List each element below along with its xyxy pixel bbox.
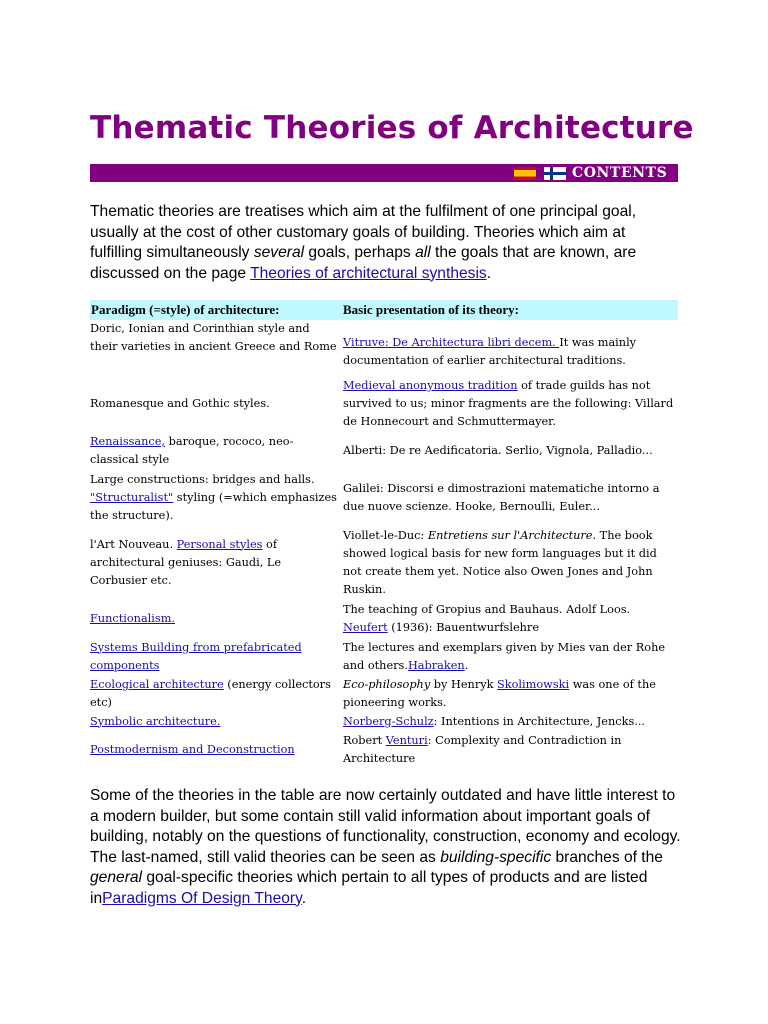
paradigm-cell bbox=[90, 470, 343, 525]
vitruve-link[interactable]: Vitruve: De Architectura libri decem. bbox=[343, 336, 560, 349]
theory-text: by Henryk bbox=[430, 677, 498, 691]
theory-text: (1936): Bauentwurfslehre bbox=[387, 621, 540, 634]
intro-text-2: goals, perhaps bbox=[304, 244, 416, 261]
paradigms-design-theory-link[interactable]: Paradigms Of Design Theory bbox=[102, 889, 302, 907]
theory-cell bbox=[343, 600, 678, 638]
paradigm-text: styling (=which emphasizes the structure). bbox=[90, 490, 337, 522]
paradigm-text: of architectural geniuses: Gaudi, Le Corbusier etc. bbox=[90, 537, 282, 587]
theory-text: It was mainly documentation of earlier architectural traditions. bbox=[343, 336, 637, 367]
theory-text: The teaching of Gropius and Bauhaus. Adolf Loos. bbox=[343, 603, 631, 616]
contents-link[interactable]: CONTENTS bbox=[572, 165, 668, 181]
synthesis-link[interactable]: Theories of architectural synthesis bbox=[250, 264, 487, 282]
outro-text-4: . bbox=[301, 889, 307, 907]
intro-emphasis-several: several bbox=[253, 244, 305, 261]
theory-text: Galilei: Discorsi e dimostrazioni matematiche intorno a due nuove scienze. Hooke, Bernoulli, Euler... bbox=[343, 481, 660, 513]
renaissance-link[interactable]: Renaissance, bbox=[90, 435, 166, 448]
theory-text: : Intentions in Architecture, Jencks... bbox=[433, 714, 646, 728]
theory-cell bbox=[343, 470, 678, 525]
theory-text: of trade guilds has not survived to us; minor fragments are the following: Villard de Honnecourt and Schmuttermayer. bbox=[343, 379, 674, 428]
venturi-link[interactable]: Venturi bbox=[385, 733, 428, 747]
neufert-link[interactable]: Neufert bbox=[343, 621, 388, 634]
theory-text: was one of the pioneering works. bbox=[343, 677, 656, 709]
theory-cell bbox=[343, 376, 678, 432]
paradigm-text: l'Art Nouveau. bbox=[90, 537, 177, 551]
outro-emphasis-building-specific: building-specific bbox=[440, 848, 552, 866]
personal-styles-link[interactable]: Personal styles bbox=[176, 537, 263, 551]
table-row bbox=[90, 731, 678, 768]
theory-text: . bbox=[464, 658, 469, 672]
intro-text-3: the goals that are known, are discussed on the page bbox=[90, 244, 637, 282]
skolimowski-link[interactable]: Skolimowski bbox=[497, 677, 570, 691]
table-row bbox=[90, 320, 678, 376]
spanish-flag-icon[interactable] bbox=[514, 167, 536, 180]
theories-table bbox=[90, 300, 678, 768]
table-header bbox=[90, 300, 678, 320]
paradigm-text: (energy collectors etc) bbox=[90, 677, 331, 709]
theory-cell bbox=[343, 675, 678, 712]
intro-text-1: Thematic theories are treatises which aim at the fulfilment of one principal goal, usually at the cost of other customary goals of building. Theories which aim at fulfilling simultaneously bbox=[90, 203, 637, 261]
habraken-link[interactable]: Habraken bbox=[407, 658, 465, 672]
outro-text-3: goal-specific theories which pertain to all types of products and are listed in bbox=[90, 869, 648, 907]
paradigm-text: Doric, Ionian and Corinthian style and their varieties in ancient Greece and Rome bbox=[90, 322, 337, 353]
postmodernism-link[interactable]: Postmodernism and Deconstruction bbox=[90, 742, 295, 756]
paradigm-cell bbox=[90, 638, 343, 675]
theory-cell bbox=[343, 525, 678, 600]
norberg-schulz-link[interactable]: Norberg-Schulz bbox=[343, 714, 434, 728]
paradigm-cell bbox=[90, 600, 343, 638]
theory-text: : Complexity and Contradiction in Architecture bbox=[343, 733, 622, 765]
paradigm-cell bbox=[90, 675, 343, 712]
table-row bbox=[90, 376, 678, 432]
paradigm-cell bbox=[90, 376, 343, 432]
theory-cell bbox=[343, 638, 678, 675]
symbolic-architecture-link[interactable]: Symbolic architecture. bbox=[90, 714, 221, 728]
intro-text-4: . bbox=[486, 264, 492, 282]
paradigm-cell bbox=[90, 525, 343, 600]
structuralist-link[interactable]: "Structuralist" bbox=[90, 490, 174, 504]
intro-emphasis-all: all bbox=[415, 244, 431, 261]
theory-text: The book showed logical basis for new form languages but it did not create them yet. Notice also Owen Jones and John Ruskin. bbox=[343, 528, 657, 596]
intro-paragraph bbox=[90, 202, 680, 284]
theory-text: The lectures and exemplars given by Mies van der Rohe and others. bbox=[343, 640, 666, 672]
paradigm-text: Romanesque and Gothic styles. bbox=[90, 397, 270, 410]
closing-paragraph bbox=[90, 786, 682, 909]
paradigm-cell bbox=[90, 432, 343, 470]
theory-text: Viollet-le-Duc: bbox=[343, 528, 428, 542]
table-row bbox=[90, 712, 678, 731]
table-row bbox=[90, 470, 678, 525]
theory-cell bbox=[343, 731, 678, 768]
table-row bbox=[90, 638, 678, 675]
table-row bbox=[90, 525, 678, 600]
systems-building-link[interactable]: Systems Building from prefabricated components bbox=[90, 640, 302, 672]
table-row bbox=[90, 432, 678, 470]
page-title: Thematic Theories of Architecture bbox=[90, 110, 694, 146]
table-row bbox=[90, 675, 678, 712]
eco-philosophy-title: Eco-philosophy bbox=[343, 677, 431, 691]
medieval-tradition-link[interactable]: Medieval anonymous tradition bbox=[343, 379, 518, 392]
paradigm-text: Large constructions: bridges and halls. bbox=[90, 472, 315, 486]
outro-text-2: branches of the bbox=[551, 848, 663, 866]
paradigm-cell bbox=[90, 712, 343, 731]
theory-text: Alberti: De re Aedificatoria. Serlio, Vignola, Palladio... bbox=[343, 444, 653, 457]
outro-emphasis-general: general bbox=[90, 869, 143, 886]
table-row bbox=[90, 600, 678, 638]
ecological-architecture-link[interactable]: Ecological architecture bbox=[90, 677, 224, 691]
paradigm-cell bbox=[90, 320, 343, 376]
theory-cell bbox=[343, 432, 678, 470]
theory-text: Robert bbox=[343, 733, 386, 747]
outro-text-1: Some of the theories in the table are now certainly outdated and have little interest to a modern builder, but some contain still valid information about important goals of building, notably on the questions of functionality, construction, economy and ecology. The last-named, still valid theories can be seen as bbox=[90, 787, 681, 866]
header-paradigm: Paradigm (=style) of architecture: bbox=[91, 302, 280, 317]
paradigm-cell bbox=[90, 731, 343, 768]
header-theory: Basic presentation of its theory: bbox=[343, 302, 519, 317]
entretiens-title: Entretiens sur l'Architecture. bbox=[427, 528, 597, 542]
paradigm-text: baroque, rococo, neo-classical style bbox=[90, 435, 294, 466]
theory-cell bbox=[343, 320, 678, 376]
finnish-flag-icon[interactable] bbox=[544, 167, 566, 180]
header-bar bbox=[90, 164, 678, 182]
functionalism-link[interactable]: Functionalism. bbox=[90, 612, 176, 625]
theory-cell bbox=[343, 712, 678, 731]
